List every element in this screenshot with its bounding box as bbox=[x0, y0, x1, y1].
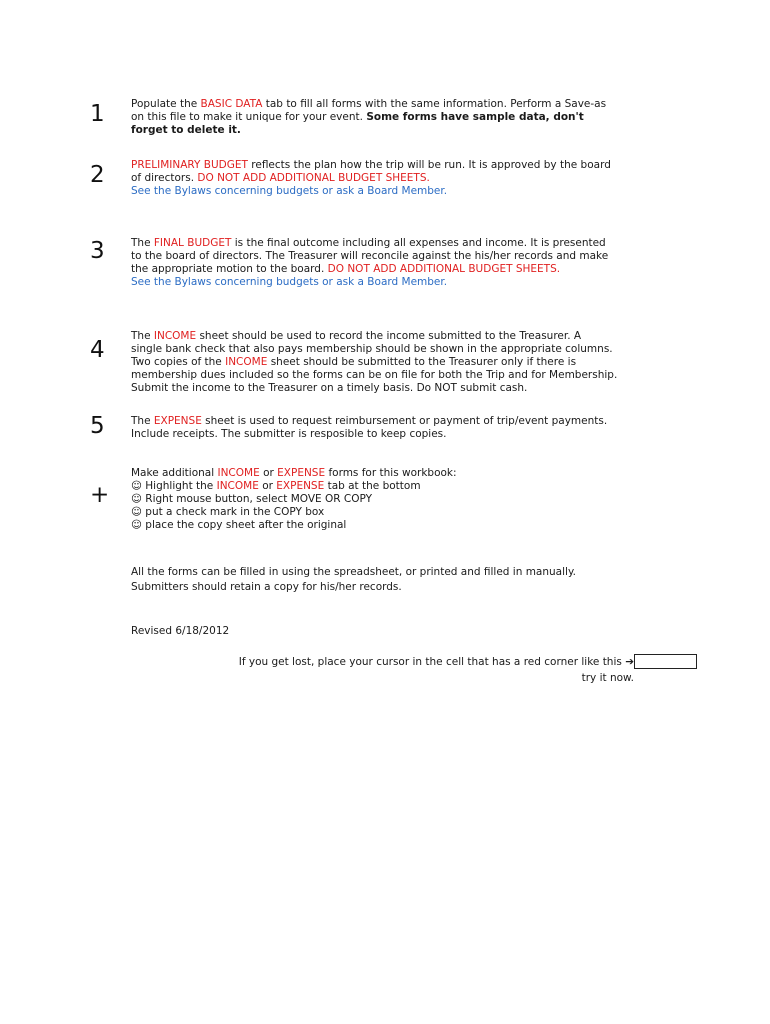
step4-line-2: single bank check that also pays membership should be shown in the appropriate columns. bbox=[131, 343, 613, 355]
text: The bbox=[131, 415, 154, 427]
text: of directors. bbox=[131, 172, 198, 184]
copy-line-5: ☺ place the copy sheet after the original bbox=[131, 519, 347, 531]
text: tab to fill all forms with the same information. Perform a Save-as bbox=[262, 98, 607, 110]
red-corner-cell[interactable] bbox=[634, 654, 697, 669]
text: forms for this workbook: bbox=[325, 467, 457, 479]
step4-line-3 bbox=[131, 356, 641, 369]
lost-hint-line-1: If you get lost, place your cursor in the cell that has a red corner like this ➔ bbox=[238, 656, 634, 668]
step-number-4: 4 bbox=[90, 337, 105, 363]
step-number-3: 3 bbox=[90, 238, 105, 264]
text: or bbox=[259, 467, 278, 479]
forms-note bbox=[131, 565, 641, 595]
lost-hint-line-2: try it now. bbox=[581, 672, 634, 684]
bylaws-link[interactable]: See the Bylaws concerning budgets or ask a Board Member. bbox=[131, 185, 448, 197]
instruction-step-2 bbox=[131, 159, 641, 198]
revised-date: Revised 6/18/2012 bbox=[131, 625, 230, 637]
text: Make additional bbox=[131, 467, 218, 479]
step5-line-2: Include receipts. The submitter is resposible to keep copies. bbox=[131, 428, 447, 440]
step5-line-1 bbox=[131, 415, 641, 428]
expense-sheet-ref: EXPENSE bbox=[277, 467, 326, 479]
step1-line-1 bbox=[131, 98, 641, 111]
copy-line-2 bbox=[131, 480, 641, 493]
step-number-5: 5 bbox=[90, 413, 105, 439]
text: sheet is used to request reimbursement or payment of trip/event payments. bbox=[201, 415, 608, 427]
step1-line-2 bbox=[131, 111, 641, 124]
text: The bbox=[131, 330, 154, 342]
step4-line-4: membership dues included so the forms can be on file for both the Trip and for Membership. bbox=[131, 369, 618, 381]
instruction-step-4 bbox=[131, 330, 641, 395]
income-sheet-ref: INCOME bbox=[153, 330, 197, 342]
text: The bbox=[131, 237, 154, 249]
step3-line-3 bbox=[131, 263, 641, 276]
copy-line-4: ☺ put a check mark in the COPY box bbox=[131, 506, 325, 518]
text: reflects the plan how the trip will be run. It is approved by the board bbox=[247, 159, 611, 171]
step4-line-1 bbox=[131, 330, 641, 343]
text: tab at the bottom bbox=[324, 480, 421, 492]
forms-note-line-2: Submitters should retain a copy for his/her records. bbox=[131, 581, 402, 593]
bylaws-link[interactable]: See the Bylaws concerning budgets or ask a Board Member. bbox=[131, 276, 448, 288]
expense-sheet-ref: EXPENSE bbox=[153, 415, 202, 427]
step3-line-1 bbox=[131, 237, 641, 250]
income-sheet-ref: INCOME bbox=[225, 356, 268, 368]
step-number-2: 2 bbox=[90, 162, 105, 188]
text: Populate the bbox=[131, 98, 201, 110]
forms-note-line-1: All the forms can be filled in using the spreadsheet, or printed and filled in manually. bbox=[131, 566, 577, 578]
lost-hint bbox=[224, 654, 634, 686]
text: ☺ Highlight the bbox=[131, 480, 217, 492]
step-number-plus: + bbox=[90, 482, 110, 508]
step3-line-2: to the board of directors. The Treasurer will reconcile against the his/her records and make bbox=[131, 250, 609, 262]
text: on this file to make it unique for your event. bbox=[131, 111, 367, 123]
instruction-copy-forms bbox=[131, 467, 641, 532]
income-sheet-ref: INCOME bbox=[216, 480, 259, 492]
text: or bbox=[258, 480, 277, 492]
income-sheet-ref: INCOME bbox=[217, 467, 260, 479]
budget-warning: DO NOT ADD ADDITIONAL BUDGET SHEETS. bbox=[197, 172, 430, 184]
copy-line-1 bbox=[131, 467, 641, 480]
step-number-1: 1 bbox=[90, 101, 105, 127]
instruction-step-5 bbox=[131, 415, 641, 441]
text: Two copies of the bbox=[131, 356, 226, 368]
step4-line-5: Submit the income to the Treasurer on a timely basis. Do NOT submit cash. bbox=[131, 382, 528, 394]
text: sheet should be used to record the income submitted to the Treasurer. A bbox=[196, 330, 582, 342]
instruction-step-3 bbox=[131, 237, 641, 289]
instruction-step-1 bbox=[131, 98, 641, 137]
step2-line-2 bbox=[131, 172, 641, 185]
copy-line-3: ☺ Right mouse button, select MOVE OR COPY bbox=[131, 493, 372, 505]
text: is the final outcome including all expenses and income. It is presented bbox=[231, 237, 606, 249]
text: sheet should be submitted to the Treasurer only if there is bbox=[267, 356, 577, 368]
text: the appropriate motion to the board. bbox=[131, 263, 328, 275]
budget-warning: DO NOT ADD ADDITIONAL BUDGET SHEETS. bbox=[327, 263, 561, 275]
expense-sheet-ref: EXPENSE bbox=[276, 480, 325, 492]
final-budget-ref: FINAL BUDGET bbox=[153, 237, 232, 249]
basic-data-tab-ref: BASIC DATA bbox=[200, 98, 263, 110]
step2-line-1 bbox=[131, 159, 641, 172]
preliminary-budget-ref: PRELIMINARY BUDGET bbox=[131, 159, 248, 171]
sample-data-warning: Some forms have sample data, don't bbox=[366, 111, 584, 123]
step1-line-3: forget to delete it. bbox=[131, 124, 241, 136]
